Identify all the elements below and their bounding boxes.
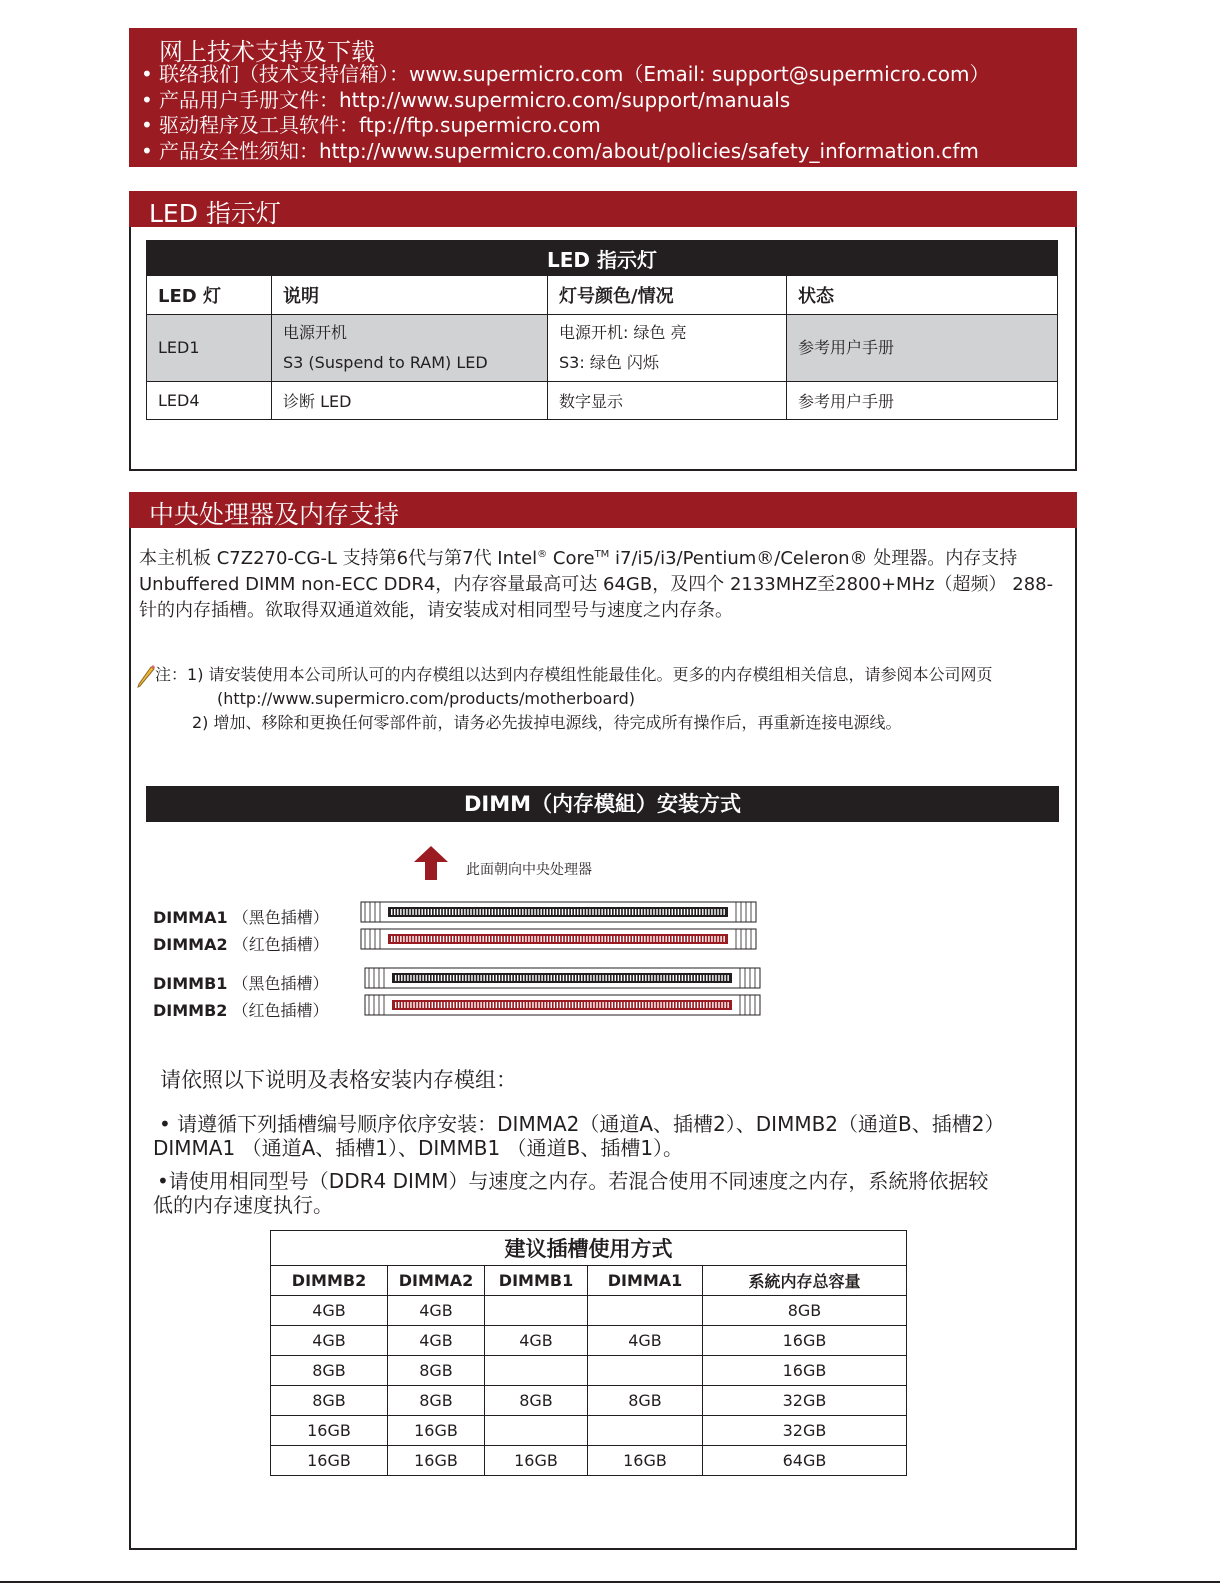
bullet-line: DIMMA1 （通道A、插槽1）、DIMMB1 （通道B、插槽1）。 <box>153 1136 684 1160</box>
table-cell: 16GB <box>271 1416 388 1446</box>
dimm-slot-dimmb1 <box>365 968 760 988</box>
slot-desc: （红色插槽） <box>232 1001 329 1020</box>
color-line: S3: 绿色 闪烁 <box>559 353 659 372</box>
registered-mark: ® <box>537 549 548 560</box>
bullet-2 <box>153 1169 988 1217</box>
table-cell: 32GB <box>703 1386 907 1416</box>
color-cell: 数字显示 <box>548 382 787 420</box>
table-cell: 16GB <box>388 1416 485 1446</box>
slot-name: DIMMB2 <box>153 1001 228 1020</box>
install-instruction: 请依照以下说明及表格安装内存模组： <box>160 1068 517 1092</box>
table-cell: 8GB <box>271 1356 388 1386</box>
color-cell <box>548 315 787 382</box>
table-cell: 4GB <box>271 1326 388 1356</box>
slot-label-dimma1 <box>153 905 329 928</box>
slot-label-dimmb1 <box>153 971 329 994</box>
support-drivers[interactable]: • 驱动程序及工具软件：ftp://ftp.supermicro.com <box>141 113 989 139</box>
slot-usage-table <box>270 1230 907 1476</box>
table-cell: 4GB <box>588 1326 703 1356</box>
color-line: 电源开机: 绿色 亮 <box>559 323 687 342</box>
led-cell: LED4 <box>147 382 272 420</box>
state-cell: 参考用户手册 <box>787 382 1058 420</box>
table-row <box>271 1386 907 1416</box>
led-section-header <box>129 191 1077 227</box>
table-row <box>147 382 1058 420</box>
dimm-slots-diagram <box>360 900 770 1020</box>
desc-line: S3 (Suspend to RAM) LED <box>283 353 488 372</box>
slot-desc: （红色插槽） <box>232 935 329 954</box>
support-safety[interactable]: • 产品安全性须知：http://www.supermicro.com/about/policies/safety_information.cfm <box>141 139 989 165</box>
table-cell: 16GB <box>271 1446 388 1476</box>
cpu-text: Core <box>547 548 595 569</box>
table-cell: 4GB <box>271 1296 388 1326</box>
slot-name: DIMMA1 <box>153 908 228 927</box>
table-cell: 8GB <box>388 1356 485 1386</box>
cpu-line-1 <box>139 542 1074 572</box>
table-cell: 32GB <box>703 1416 907 1446</box>
table-cell <box>588 1416 703 1446</box>
led-section-title: LED 指示灯 <box>149 199 281 228</box>
table-cell: 8GB <box>388 1386 485 1416</box>
table-cell: 16GB <box>588 1446 703 1476</box>
dimm-install-bar: DIMM（内存模組）安装方式 <box>146 786 1059 822</box>
cpu-section-header <box>129 492 1077 528</box>
dimm-slot-dimma1 <box>361 902 756 922</box>
table-cell: 4GB <box>485 1326 588 1356</box>
table-row <box>271 1356 907 1386</box>
dimm-slot-dimma2 <box>361 929 756 949</box>
table-cell: 8GB <box>485 1386 588 1416</box>
cpu-line-2: Unbuffered DIMM non-ECC DDR4，内存容量最高可达 64GB，及四个 2133MHZ至2800+MHz（超频） 288- <box>139 574 1054 595</box>
note-text: 1) 请安装使用本公司所认可的内存模组以达到内存模组性能最佳化。更多的内存模组相关信息，请参阅本公司网页 <box>187 665 993 684</box>
cpu-text: i7/i5/i3/Pentium®/Celeron® 处理器。内存支持 <box>609 548 1018 569</box>
support-banner <box>129 28 1077 167</box>
col-dimmb1: DIMMB1 <box>485 1266 588 1296</box>
table-cell <box>588 1356 703 1386</box>
led-col-state: 状态 <box>787 276 1058 315</box>
col-dimma2: DIMMA2 <box>388 1266 485 1296</box>
desc-cell: 诊断 LED <box>272 382 548 420</box>
table-cell: 8GB <box>588 1386 703 1416</box>
desc-line: 电源开机 <box>283 323 348 342</box>
cpu-line-3: 针的内存插槽。欲取得双通道效能，请安装成对相同型号与速度之内存条。 <box>139 600 733 621</box>
table-cell: 4GB <box>388 1326 485 1356</box>
support-title: 网上技术支持及下载 <box>159 38 375 66</box>
table-cell <box>485 1296 588 1326</box>
slot-label-dimmb2 <box>153 998 329 1021</box>
table-row <box>147 315 1058 382</box>
arrow-up-icon <box>414 846 448 880</box>
bullet-line: •请使用相同型号（DDR4 DIMM）与速度之内存。若混合使用不同速度之内存，系統將依据较 <box>157 1169 989 1193</box>
table-cell <box>485 1356 588 1386</box>
table-cell: 16GB <box>388 1446 485 1476</box>
slot-table-body <box>271 1296 907 1476</box>
slot-desc: （黑色插槽） <box>232 974 329 993</box>
cpu-section-title: 中央处理器及内存支持 <box>149 500 400 529</box>
slot-desc: （黑色插槽） <box>232 908 329 927</box>
table-cell: 16GB <box>703 1326 907 1356</box>
cpu-text: 本主机板 C7Z270-CG-L 支持第6代与第7代 Intel <box>139 548 538 569</box>
table-row <box>271 1416 907 1446</box>
led-col-color: 灯号颜色/情况 <box>548 276 787 315</box>
bullet-line: 低的内存速度执行。 <box>153 1193 333 1217</box>
arrow-label: 此面朝向中央处理器 <box>466 862 592 878</box>
col-dimmb2: DIMMB2 <box>271 1266 388 1296</box>
table-cell <box>485 1416 588 1446</box>
led-col-led: LED 灯 <box>147 276 272 315</box>
support-contact[interactable]: • 联络我们（技术支持信箱）：www.supermicro.com（Email: support@supermicro.com） <box>141 62 989 88</box>
note-prefix: 注： <box>155 665 188 684</box>
bullet-1 <box>153 1112 1004 1160</box>
table-row <box>271 1296 907 1326</box>
cpu-paragraph <box>139 542 1074 624</box>
note-1 <box>155 663 993 687</box>
led-col-desc: 说明 <box>272 276 548 315</box>
pencil-icon <box>136 664 156 688</box>
led-table <box>146 240 1058 420</box>
led-table-caption: LED 指示灯 <box>147 241 1058 276</box>
table-cell: 16GB <box>485 1446 588 1476</box>
trademark: TM <box>594 549 610 560</box>
note-link[interactable]: (http://www.supermicro.com/products/motherboard) <box>217 689 636 708</box>
slot-name: DIMMB1 <box>153 974 228 993</box>
desc-cell <box>272 315 548 382</box>
support-list <box>141 62 989 164</box>
table-cell <box>588 1296 703 1326</box>
table-cell: 8GB <box>271 1386 388 1416</box>
slot-label-dimma2 <box>153 932 329 955</box>
table-cell: 4GB <box>388 1296 485 1326</box>
table-row <box>271 1326 907 1356</box>
col-total: 系統内存总容量 <box>703 1266 907 1296</box>
table-row <box>271 1446 907 1476</box>
notes-block <box>155 663 993 735</box>
dimm-slot-dimmb2 <box>365 995 760 1015</box>
slot-name: DIMMA2 <box>153 935 228 954</box>
table-cell: 64GB <box>703 1446 907 1476</box>
note-2: 2) 增加、移除和更换任何零部件前，请务必先拔掉电源线，待完成所有操作后，再重新连接电源线。 <box>192 713 902 732</box>
bullet-line: • 请遵循下列插槽编号顺序依序安装：DIMMA2（通道A、插槽2）、DIMMB2（通道B、插槽2） <box>159 1112 1005 1136</box>
slot-table-caption: 建议插槽使用方式 <box>271 1231 907 1266</box>
state-cell: 参考用户手册 <box>787 315 1058 382</box>
table-cell: 16GB <box>703 1356 907 1386</box>
support-manuals[interactable]: • 产品用户手册文件：http://www.supermicro.com/support/manuals <box>141 88 989 114</box>
col-dimma1: DIMMA1 <box>588 1266 703 1296</box>
led-cell: LED1 <box>147 315 272 382</box>
table-cell: 8GB <box>703 1296 907 1326</box>
